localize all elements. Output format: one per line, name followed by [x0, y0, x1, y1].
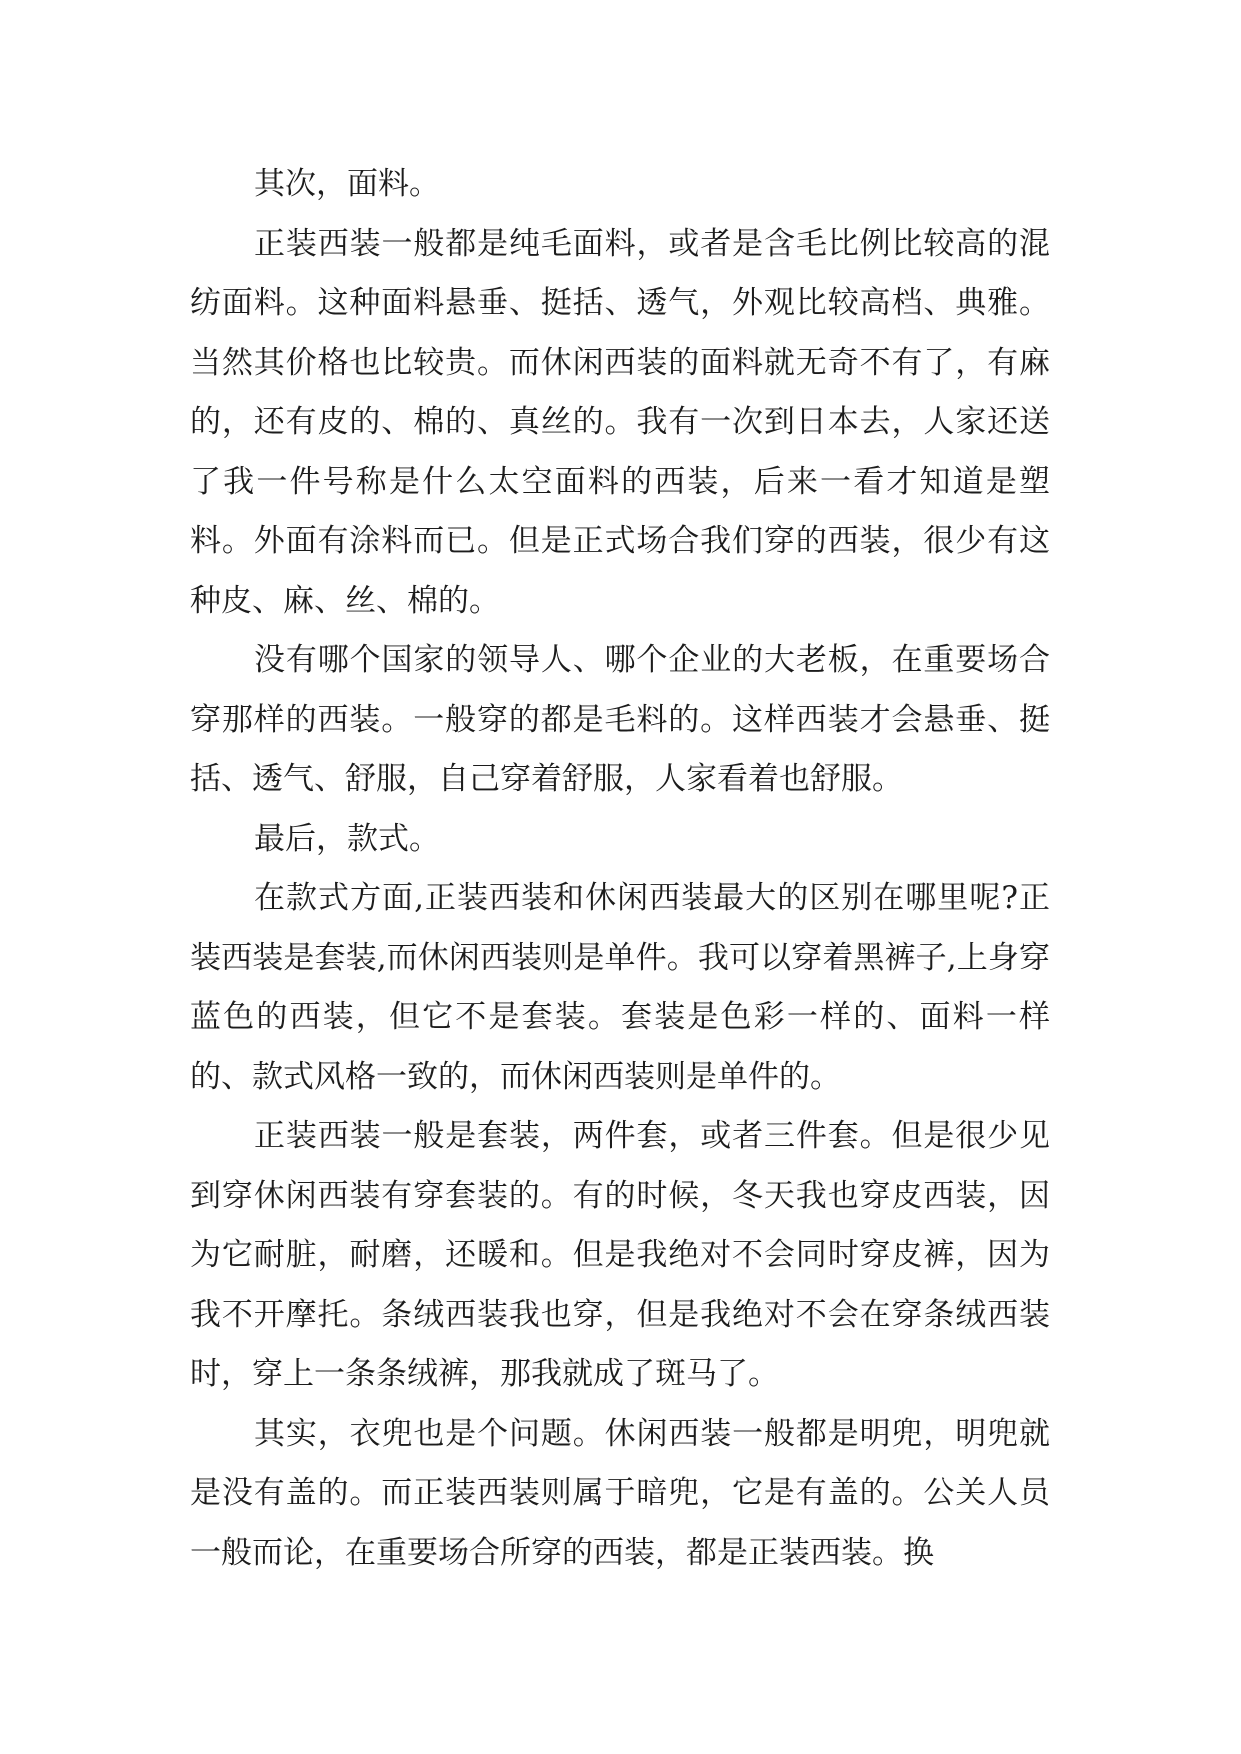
- document-body: [190, 155, 1050, 1583]
- paragraph: 其次，面料。: [254, 166, 440, 202]
- paragraph: 在款式方面,正装西装和休闲西装最大的区别在哪里呢?正装西装是套装,而休闲西装则是单件。我可以穿着黑裤子,上身穿蓝色的西装，但它不是套装。套装是色彩一样的、面料一样的、款式风格一致的，而休闲西装则是单件的。: [190, 880, 1050, 1095]
- paragraph: 没有哪个国家的领导人、哪个企业的大老板，在重要场合穿那样的西装。一般穿的都是毛料的。这样西装才会悬垂、挺括、透气、舒服，自己穿着舒服，人家看着也舒服。: [190, 642, 1050, 797]
- paragraph: 其实，衣兜也是个问题。休闲西装一般都是明兜，明兜就是没有盖的。而正装西装则属于暗兜，它是有盖的。公关人员一般而论，在重要场合所穿的西装，都是正装西装。换: [190, 1415, 1050, 1571]
- paragraph: 正装西装一般是套装，两件套，或者三件套。但是很少见到穿休闲西装有穿套装的。有的时候，冬天我也穿皮西装，因为它耐脏，耐磨，还暖和。但是我绝对不会同时穿皮裤，因为我不开摩托。条绒西装我也穿，但是我绝对不会在穿条绒西装时，穿上一条条绒裤，那我就成了斑马了。: [190, 1118, 1050, 1392]
- paragraph: 最后，款式。: [254, 820, 440, 857]
- paragraph: 正装西装一般都是纯毛面料，或者是含毛比例比较高的混纺面料。这种面料悬垂、挺括、透气，外观比较高档、典雅。当然其价格也比较贵。而休闲西装的面料就无奇不有了，有麻的，还有皮的、棉的、真丝的。我有一次到日本去，人家还送了我一件号称是什么太空面料的西装，后来一看才知道是塑料。外面有涂料而已。但是正式场合我们穿的西装，很少有这种皮、麻、丝、棉的。: [190, 225, 1050, 619]
